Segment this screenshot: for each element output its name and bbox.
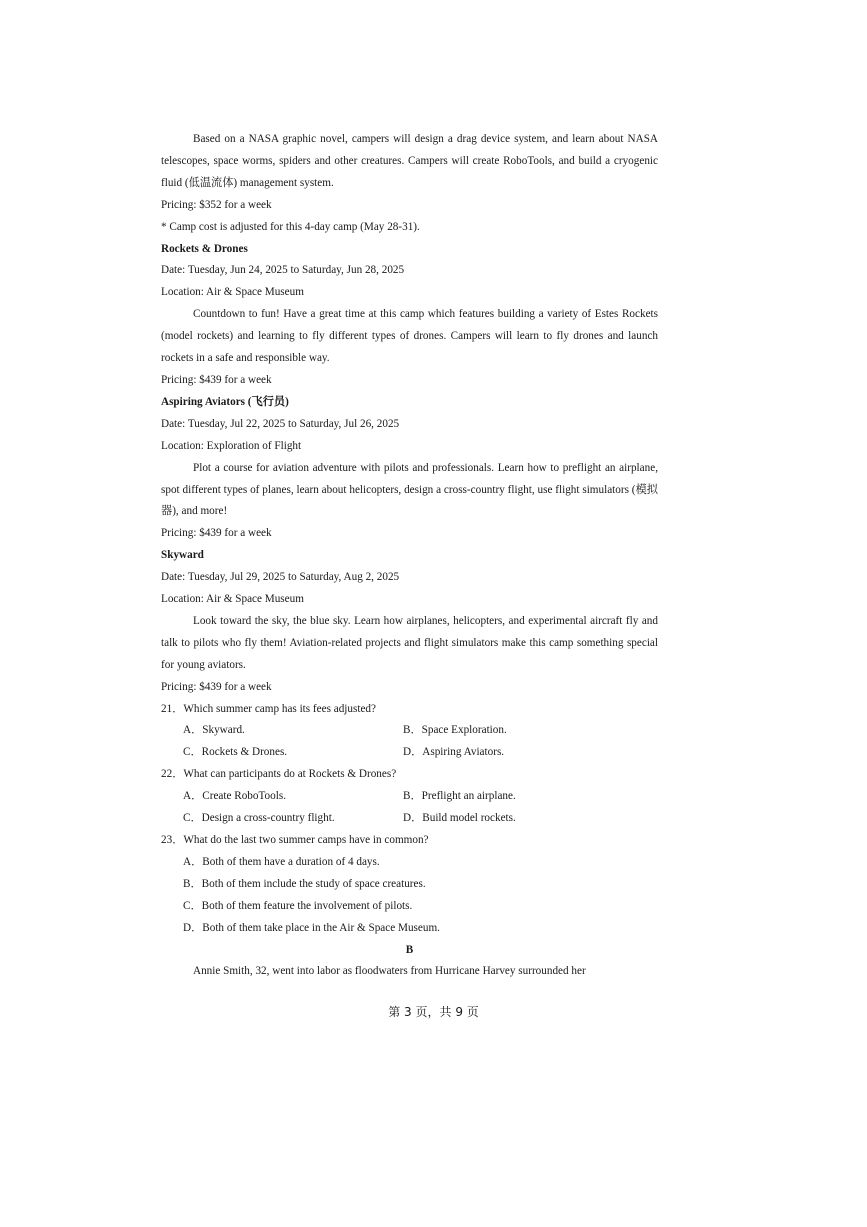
camp-title-skyward: Skyward (161, 549, 204, 562)
question-21-option-c: C．Rockets & Drones. (183, 746, 288, 759)
question-23-option-a: A．Both of them have a duration of 4 days. (183, 855, 380, 868)
question-21-options-row (161, 720, 658, 742)
question-21-options-row (161, 742, 658, 764)
camp-location: Location: Air & Space Museum (161, 593, 304, 606)
camp-date: Date: Tuesday, Jun 24, 2025 to Saturday, Jun 28, 2025 (161, 264, 405, 277)
camp-title-rockets-drones: Rockets & Drones (161, 242, 248, 255)
camp-pricing: Pricing: $439 for a week (161, 527, 272, 540)
question-23-option-c: C．Both of them feature the involvement of pilots. (183, 899, 413, 912)
page-footer: 第 3 页，共 9 页 (388, 1005, 479, 1019)
camp-date: Date: Tuesday, Jul 22, 2025 to Saturday, Jul 26, 2025 (161, 417, 400, 430)
question-21-option-d: D．Aspiring Aviators. (403, 746, 505, 759)
question-21-option-b: B．Space Exploration. (403, 724, 507, 737)
question-22-option-b: B．Preflight an airplane. (403, 790, 516, 803)
intro-note: * Camp cost is adjusted for this 4-day camp (May 28-31). (161, 220, 420, 233)
question-21-stem: 21．Which summer camp has its fees adjusted? (161, 702, 376, 715)
question-21-option-a: A．Skyward. (183, 724, 245, 737)
camp-date: Date: Tuesday, Jul 29, 2025 to Saturday, Aug 2, 2025 (161, 571, 400, 584)
question-22-options-row (161, 786, 658, 808)
camp-description: Look toward the sky, the blue sky. Learn how airplanes, helicopters, and experimental aircraft fly and talk to pilots who fly them! Aviation-related projects and flight simulators make this camp something special for young aviators. (161, 614, 658, 671)
camp-pricing: Pricing: $439 for a week (161, 680, 272, 693)
question-22-option-d: D．Build model rockets. (403, 812, 516, 825)
camp-title-aspiring-aviators: Aspiring Aviators (飞行员) (161, 395, 289, 408)
intro-pricing: Pricing: $352 for a week (161, 198, 272, 211)
page-content (161, 129, 658, 983)
question-23-option-b: B．Both of them include the study of space creatures. (183, 877, 426, 890)
intro-paragraph: Based on a NASA graphic novel, campers will design a drag device system, and learn about NASA telescopes, space worms, spiders and other creatures. Campers will create RoboTools, and build a cryogenic fluid (低温流体) management system. (161, 133, 658, 189)
question-22-option-a: A．Create RoboTools. (183, 790, 286, 803)
camp-location: Location: Air & Space Museum (161, 286, 304, 299)
camp-description: Countdown to fun! Have a great time at this camp which features building a variety of Estes Rockets (model rockets) and learning to fly different types of drones. Campers will learn to fly drones and launch rockets in a safe and responsible way. (161, 308, 658, 365)
question-22-stem: 22．What can participants do at Rockets & Drones? (161, 768, 397, 781)
section-b-heading: B (405, 943, 414, 956)
camp-description: Plot a course for aviation adventure with pilots and professionals. Learn how to preflight an airplane, spot different types of planes, learn about helicopters, design a cross-country flight, use flight simulators (模拟器), and more! (161, 461, 658, 518)
camp-location: Location: Exploration of Flight (161, 439, 302, 452)
section-b-first-line: Annie Smith, 32, went into labor as floodwaters from Hurricane Harvey surrounded her (193, 965, 586, 978)
question-23-stem: 23．What do the last two summer camps have in common? (161, 834, 429, 846)
question-23-option-d: D．Both of them take place in the Air & Space Museum. (183, 921, 440, 934)
camp-pricing: Pricing: $439 for a week (161, 373, 272, 386)
question-22-option-c: C．Design a cross-country flight. (183, 812, 335, 825)
question-22-options-row (161, 808, 658, 830)
